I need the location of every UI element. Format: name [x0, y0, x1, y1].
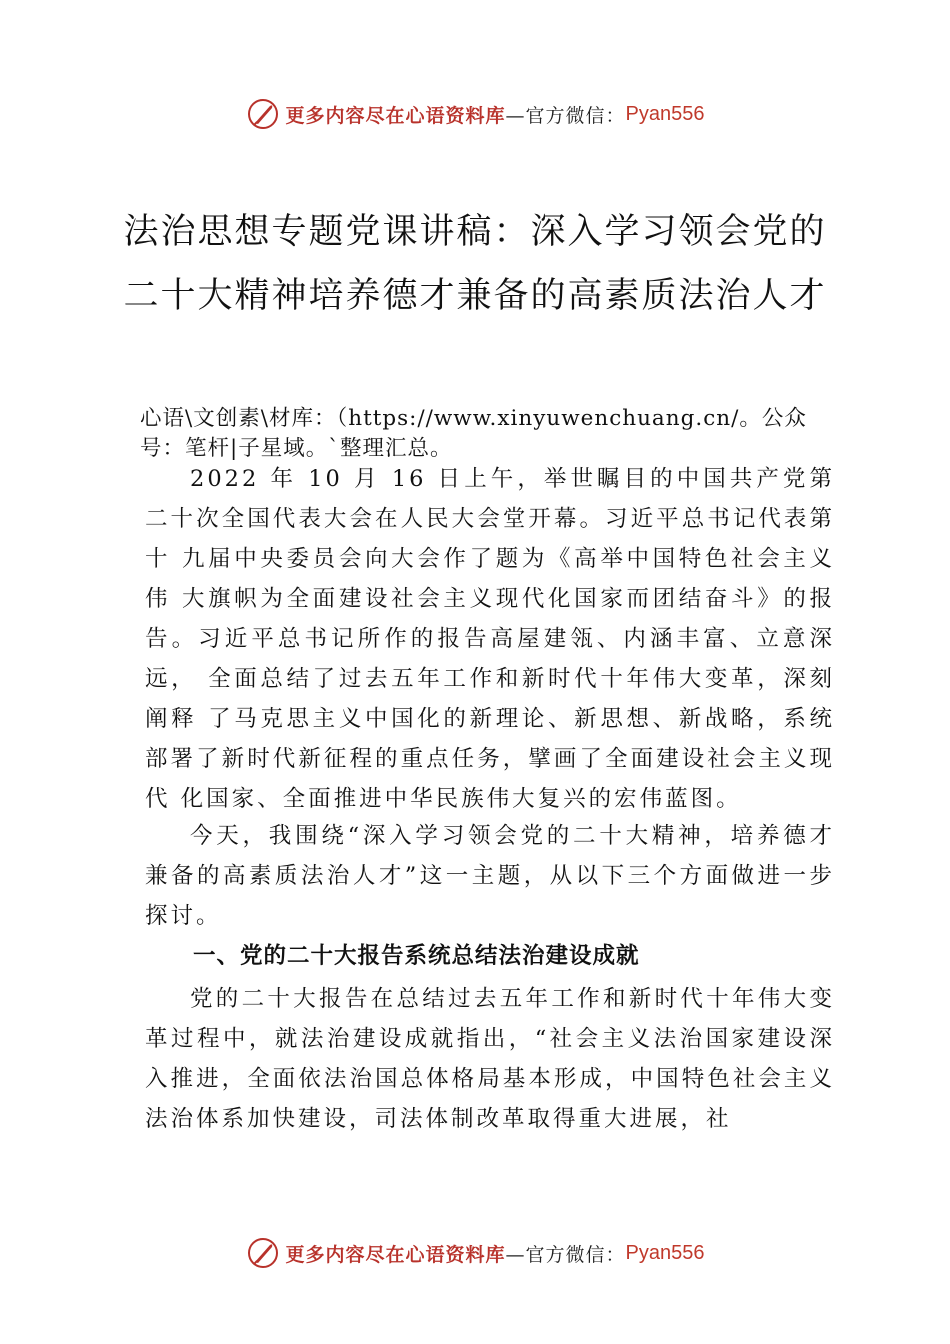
paragraph-1: 2022 年 10 月 16 日上午，举世瞩目的中国共产党第二十次全国代表大会在人民大会堂开幕。习近平总书记代表第十 九届中央委员会向大会作了题为《高举中国特色社会主义伟 大旗帜为全面建设社会主义现代化国家而团结奋斗》的报告。习近平总书记所作的报告高屋建瓴、内涵丰富、立意深远， 全面总结了过去五年工作和新时代十年伟大变革，深刻阐释 了马克思主义中国化的新理论、新思想、新战略，系统部署了新时代新征程的重点任务，擘画了全面建设社会主义现代 化国家、全面推进中华民族伟大复兴的宏伟蓝图。	[145, 466, 835, 812]
section-heading-1: 一、党的二十大报告系统总结法治建设成就	[193, 943, 640, 969]
source-note: 心语\文创素\材库：（https://www.xinyuwenchuang.cn/。公众号：笔杆|子星域。`整理汇总。	[140, 406, 807, 461]
paragraph-2: 今天，我围绕“深入学习领会党的二十大精神，培养德才兼备的高素质法治人才”这一主题，从以下三个方面做进一步探讨。	[145, 823, 835, 929]
quill-pen-logo-icon	[246, 97, 280, 131]
banner-text-library: 更多内容尽在心语资料库	[285, 1243, 506, 1266]
document-title: 法治思想专题党课讲稿：深入学习领会党的二十大精神培养德才兼备的高素质法治人才	[123, 212, 827, 316]
banner-text-wechat-id: Pyan556	[625, 1241, 705, 1264]
header-banner	[0, 94, 950, 134]
paragraph-3: 党的二十大报告在总结过去五年工作和新时代十年伟大变革过程中，就法治建设成就指出，“社会主义法治国家建设深入推进，全面依法治国总体格局基本形成，中国特色社会主义法治体系加快建设，司法体制改革取得重大进展，社	[145, 986, 835, 1132]
footer-banner	[0, 1233, 950, 1273]
banner-text-wechat-label: —官方微信：	[505, 1243, 626, 1266]
quill-pen-logo-icon	[246, 1236, 280, 1270]
banner-text-wechat-id: Pyan556	[625, 102, 705, 125]
banner-text-wechat-label: —官方微信：	[505, 104, 626, 127]
banner-text-library: 更多内容尽在心语资料库	[285, 104, 506, 127]
